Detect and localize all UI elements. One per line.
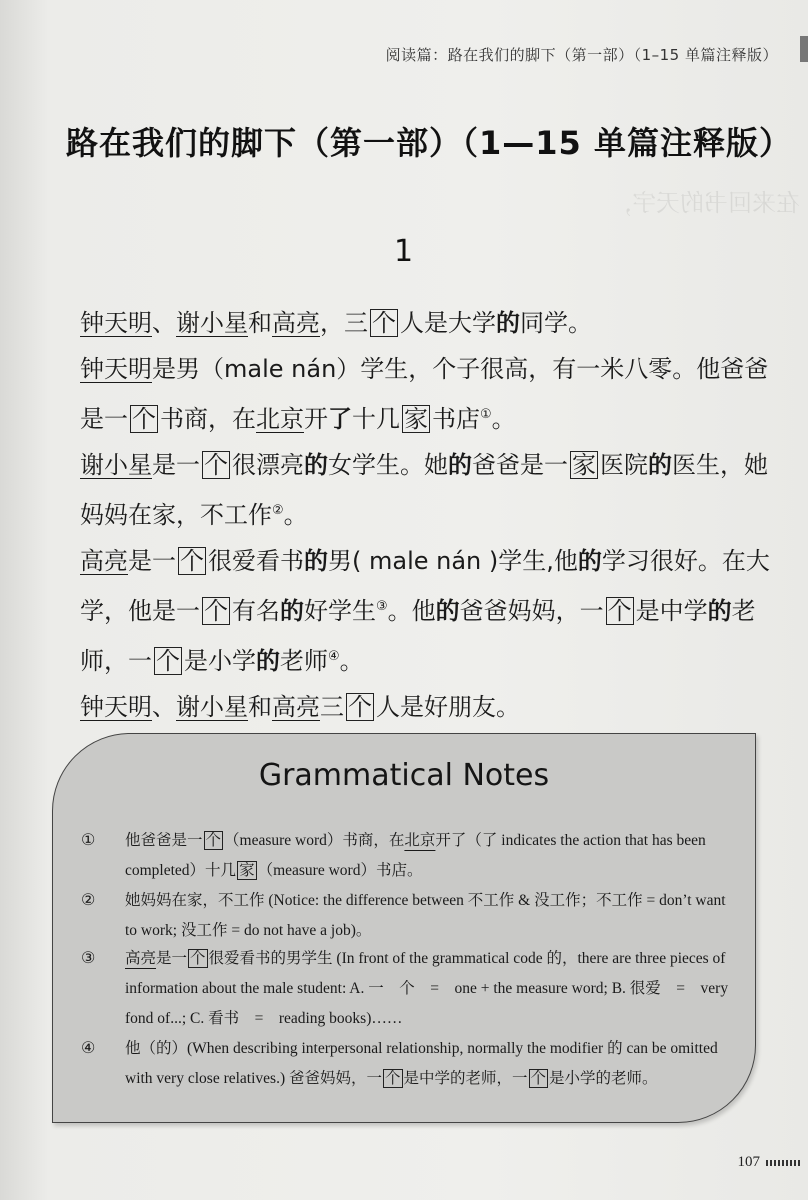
text: 女学生。她 (328, 451, 448, 479)
note-1 (81, 826, 731, 886)
chapter-title: 路在我们的脚下（第一部）（1—15 单篇注释版） (66, 124, 792, 162)
footnote-marker[interactable]: ④ (328, 649, 340, 664)
text: 、 (152, 309, 176, 337)
footnote-marker[interactable]: ② (272, 503, 284, 518)
text: 开 (304, 405, 328, 433)
paragraph-3 (80, 442, 780, 538)
text: 书店 (432, 405, 480, 433)
page-edge-mark (800, 36, 808, 62)
text: 三 (320, 693, 344, 721)
particle-de: 的 (256, 647, 280, 675)
text: 学习很好。在大学，他是一 (80, 547, 770, 625)
note-3 (81, 944, 731, 1034)
text: 老师，一 (80, 597, 756, 675)
particle-de: 的 (648, 451, 672, 479)
text: 爸爸妈妈，一 (459, 597, 604, 625)
measure-word-box: 个 (190, 950, 206, 967)
paragraph-2 (80, 346, 780, 442)
lesson-number: 1 (394, 234, 414, 269)
footnote-marker[interactable]: ③ (376, 599, 388, 614)
place-beijing: 北京 (404, 832, 436, 849)
text: 开了（了 indicates the action that has been completed）十几 (125, 832, 706, 879)
name-zhong-tianming: 钟天明 (80, 355, 152, 383)
text: ，三 (320, 309, 368, 337)
text: 和 (248, 309, 272, 337)
measure-word-box: 个 (204, 597, 228, 625)
particle-de: 的 (435, 597, 460, 625)
text: 是一 (152, 451, 200, 479)
name-gao-liang: 高亮 (80, 547, 128, 575)
particle-de: 的 (304, 451, 328, 479)
paragraph-1 (80, 300, 780, 346)
measure-word-box: 个 (607, 597, 632, 625)
note-number: ① (81, 832, 96, 849)
particle-de: 的 (280, 597, 304, 625)
name-gao-liang: 高亮 (125, 950, 157, 967)
note-2 (81, 886, 731, 946)
grammatical-notes-card (52, 733, 756, 1123)
text: （measure word）书店。 (257, 862, 423, 879)
text: 是中学 (635, 597, 708, 625)
text: 同学。 (520, 309, 592, 337)
measure-word-box: 个 (204, 451, 228, 479)
measure-word-box: 个 (372, 309, 396, 337)
text: 。 (339, 647, 364, 675)
text: 他（的）(When describing interpersonal relationship, normally the modifier 的 can be omitted with very close relatives.) 爸爸妈妈，一 (125, 1040, 718, 1087)
page-number: 107 (737, 1154, 760, 1170)
text: （measure word）书商，在 (224, 832, 405, 849)
text: 老师 (280, 647, 328, 675)
measure-word-box: 家 (239, 862, 255, 879)
text: 是小学 (184, 647, 256, 675)
note-body (81, 1034, 731, 1094)
measure-word-box: 个 (132, 405, 156, 433)
paragraph-4 (80, 538, 780, 684)
text: 是一 (128, 547, 176, 575)
name-xie-xiaoxing: 谢小星 (176, 309, 248, 337)
measure-word-box: 个 (180, 547, 204, 575)
running-head: 阅读篇：路在我们的脚下（第一部）（1–15 单篇注释版） (385, 46, 778, 64)
text: 好学生 (304, 597, 376, 625)
note-body: 她妈妈在家，不工作 (Notice: the difference between 不工作 & 没工作；不工作 = don’t want to work; 没工作 = do not have a job)。 (125, 892, 726, 939)
name-xie-xiaoxing: 谢小星 (176, 693, 248, 721)
text: 。 (491, 405, 516, 433)
name-gao-liang: 高亮 (272, 693, 320, 721)
measure-word-box: 个 (205, 832, 222, 849)
bleed-through-text: 在来回书的天宇， (608, 189, 800, 217)
text: 十几 (352, 405, 400, 433)
text: 、 (152, 693, 176, 721)
particle-le: 了 (328, 405, 352, 433)
measure-word-box: 个 (530, 1070, 547, 1087)
notes-title: Grammatical Notes (258, 758, 550, 793)
name-xie-xiaoxing: 谢小星 (80, 451, 152, 479)
text: 人是好朋友。 (376, 693, 520, 721)
particle-de: 的 (496, 309, 520, 337)
name-zhong-tianming: 钟天明 (80, 693, 152, 721)
note-number: ④ (81, 1040, 96, 1057)
particle-de: 的 (707, 597, 732, 625)
text: 和 (248, 693, 272, 721)
measure-word-box: 家 (404, 405, 428, 433)
text: 是一 (156, 950, 188, 967)
text: 男( male nán )学生,他 (328, 547, 578, 575)
name-zhong-tianming: 钟天明 (80, 309, 152, 337)
particle-de: 的 (577, 547, 602, 575)
text: 。 (283, 501, 308, 529)
text: 有名 (232, 597, 280, 625)
name-gao-liang: 高亮 (272, 309, 320, 337)
text: 医生，她妈妈在家，不工作 (80, 451, 768, 529)
note-number: ③ (81, 950, 96, 967)
text: 医院 (600, 451, 648, 479)
footnote-marker[interactable]: ① (480, 407, 492, 422)
text: 是男（male nán）学生，个子很高，有一米八零。他爸爸是一 (80, 355, 769, 433)
particle-de: 的 (448, 451, 472, 479)
reading-text (80, 300, 780, 730)
text: 是中学的老师，一 (403, 1070, 528, 1087)
particle-de: 的 (304, 547, 328, 575)
paragraph-5 (80, 684, 780, 730)
text: 很漂亮 (232, 451, 304, 479)
text: 是小学的老师。 (549, 1070, 658, 1087)
note-4 (81, 1034, 731, 1094)
note-body (81, 944, 731, 1034)
measure-word-box: 个 (384, 1070, 401, 1087)
place-beijing: 北京 (256, 405, 304, 433)
text: 很爱看书的男学生 (In front of the grammatical code 的，there are three pieces of information about the male student: A. 一 个 = one + the measure word; B. 很爱 = very fond of...; C. 看书 = reading books)…… (125, 950, 729, 1027)
note-number: ② (81, 892, 96, 909)
text: 他爸爸是一 (125, 832, 203, 849)
measure-word-box: 家 (572, 451, 596, 479)
note-body (81, 826, 731, 886)
text: 书商，在 (160, 405, 256, 433)
measure-word-box: 个 (348, 693, 372, 721)
measure-word-box: 个 (156, 647, 180, 675)
text: 爸爸是一 (472, 451, 568, 479)
page-number-decoration (766, 1160, 802, 1166)
text: 人是大学 (400, 309, 496, 337)
text: 很爱看书 (208, 547, 304, 575)
text: 。他 (387, 597, 436, 625)
